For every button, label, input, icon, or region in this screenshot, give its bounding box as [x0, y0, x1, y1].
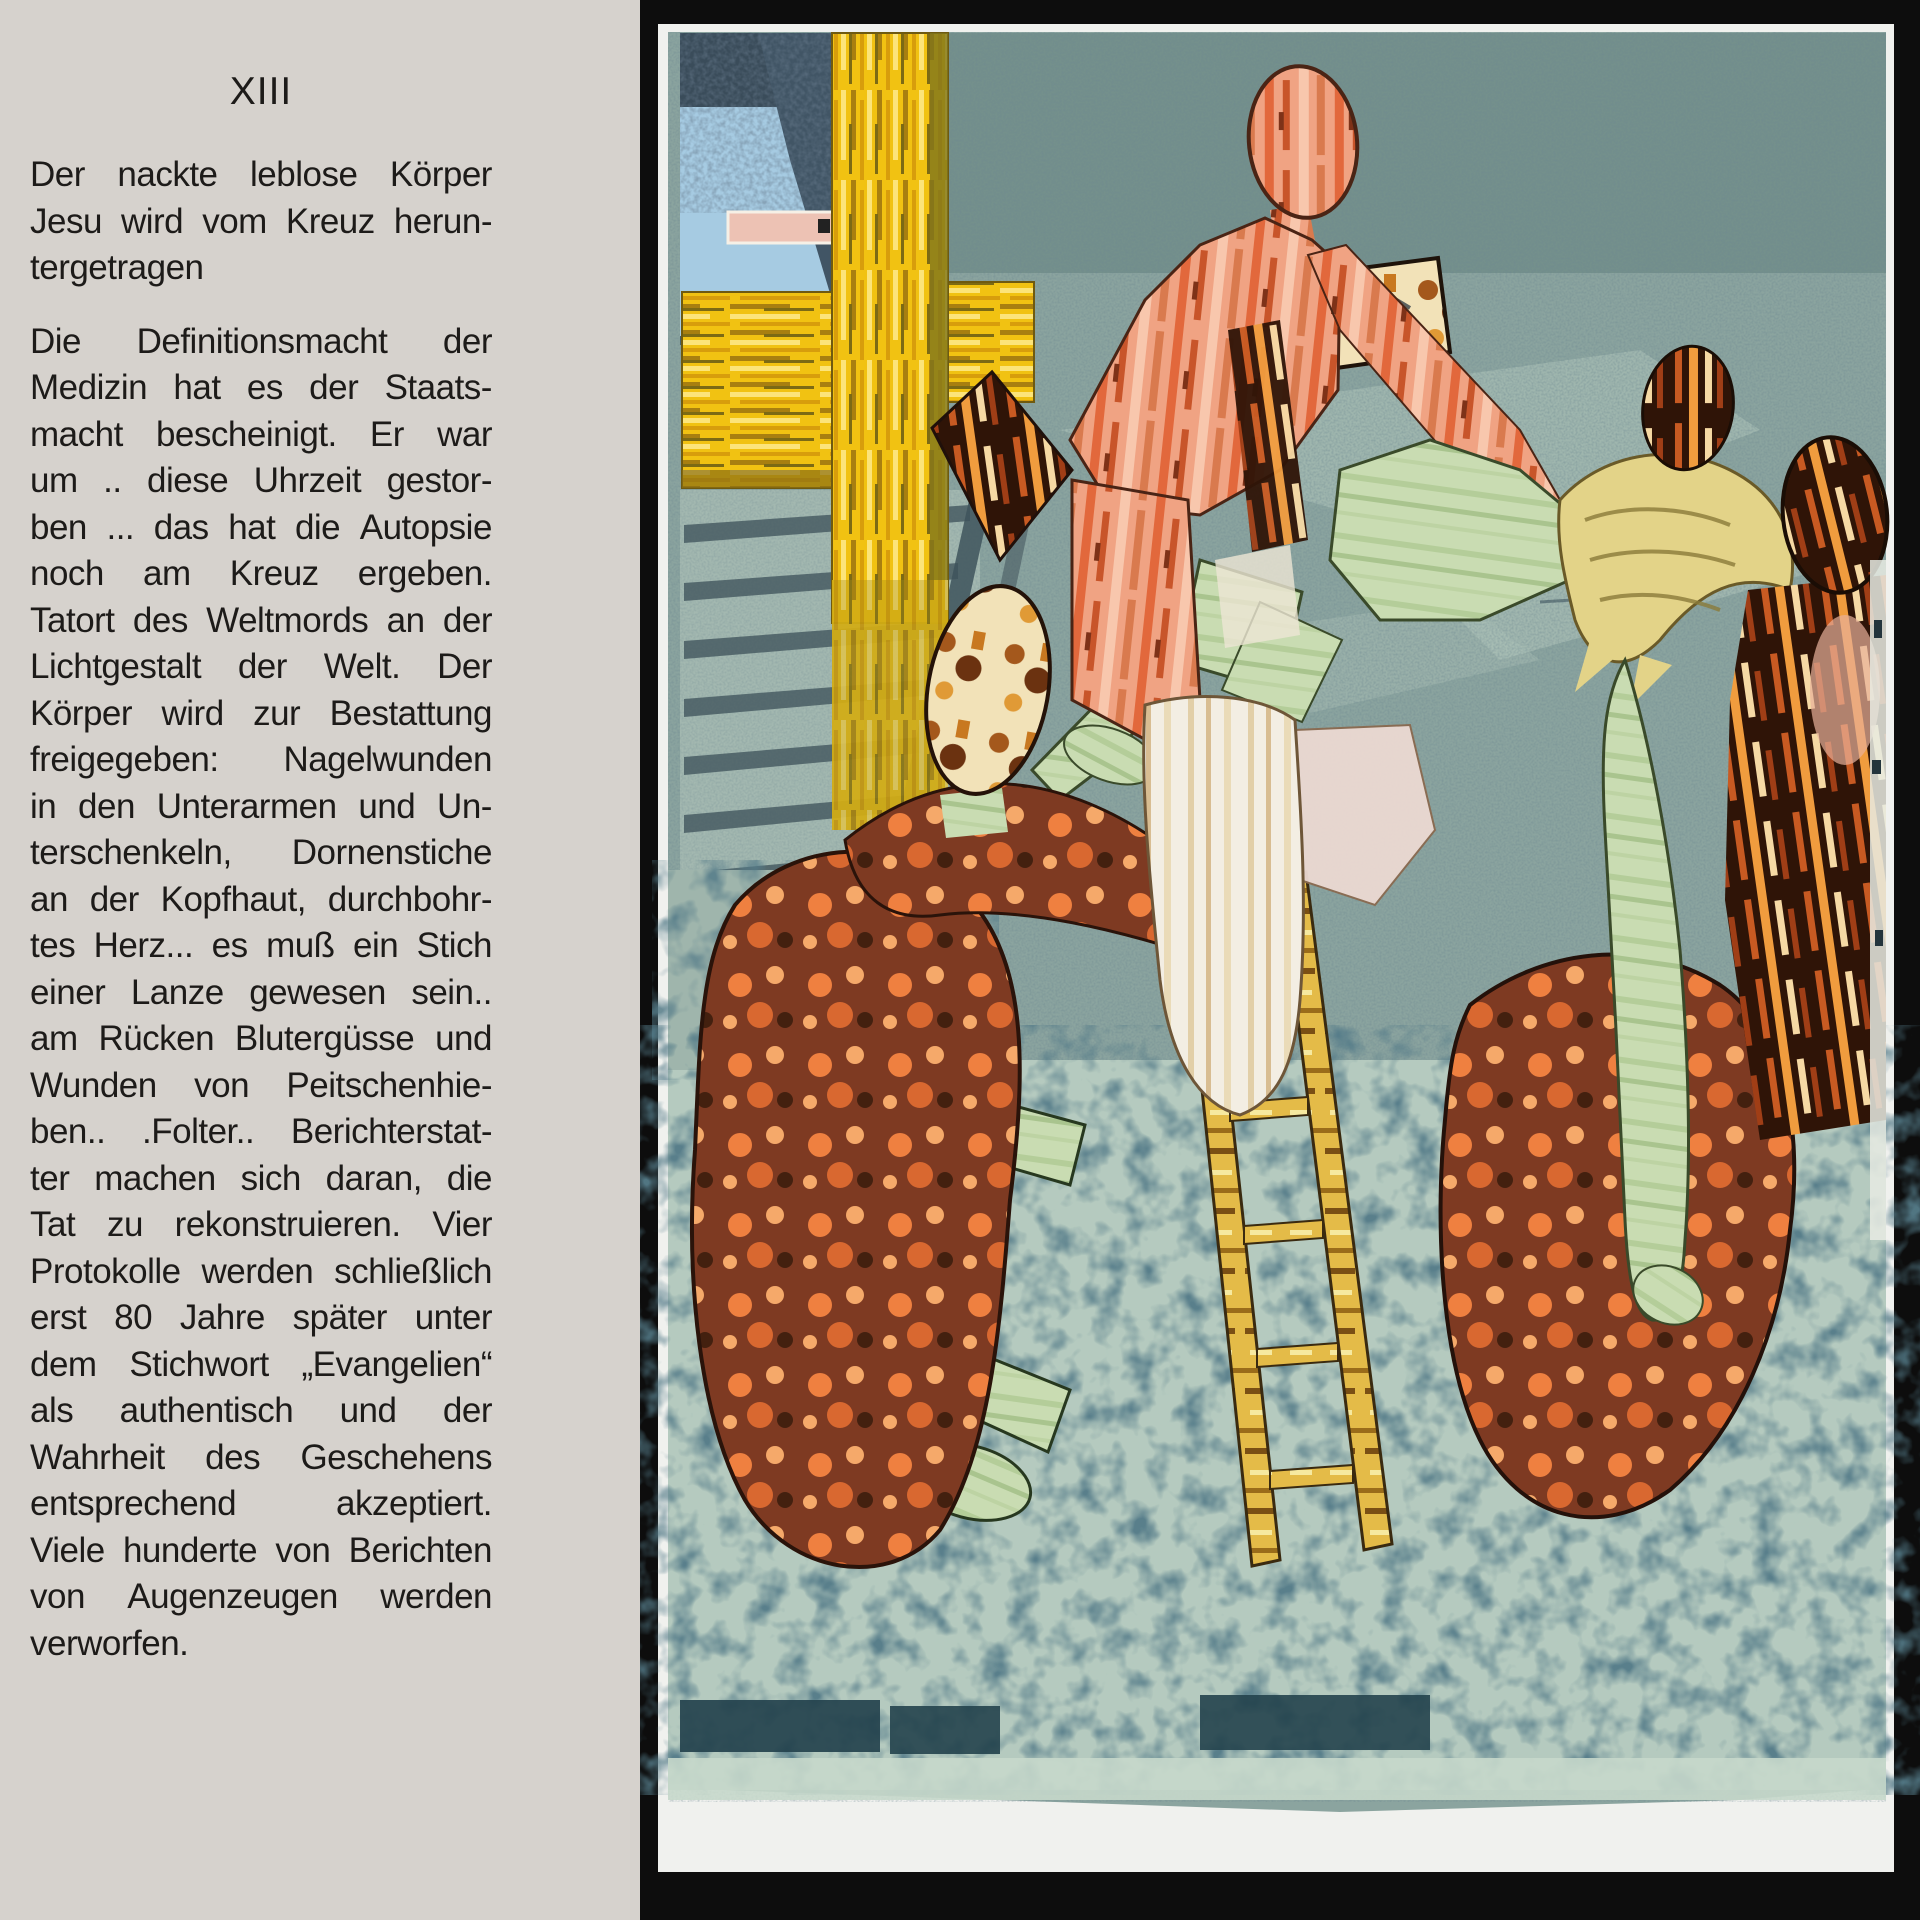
- artwork-image: [640, 0, 1920, 1920]
- station-body-paragraph: Die Definitionsmacht der Medizin hat es der Staats- macht bescheinigt. Er war um .. diese Uhrzeit gestor- ben ... das hat die Autopsie noch am Kreuz ergeben. Tatort des Weltmords an der Lichtgestalt der Welt. Der Körper wird zur Bestattung freigegeben: Nagelwunden in den Unterarmen und Un- terschenkeln, Dornenstiche an der Kopfhaut, durchbohr- tes Herz... es muß ein Stich einer Lanze gewesen sein.. am Rücken Blutergüsse und Wunden von Peitschenhie- ben.. .Folter.. Berichterstat- ter machen sich daran, die Tat zu rekonstruieren. Vier Protokolle werden schließlich erst 80 Jahre später unter dem Stichwort „Evangelien“ als authentisch und der Wahrheit des Geschehens entsprechend akzeptiert. Viele hunderte von Berichten von Augenzeugen werden verworfen.: [30, 321, 492, 1663]
- artwork-frame: [640, 0, 1920, 1920]
- station-number: XIII: [229, 70, 293, 113]
- text-panel: [0, 0, 640, 1920]
- station-caption-paragraph: Der nackte leblose Körper Jesu wird vom Kreuz herun- tergetragen: [30, 155, 492, 287]
- kneeling-figure-robe: [692, 852, 1020, 1567]
